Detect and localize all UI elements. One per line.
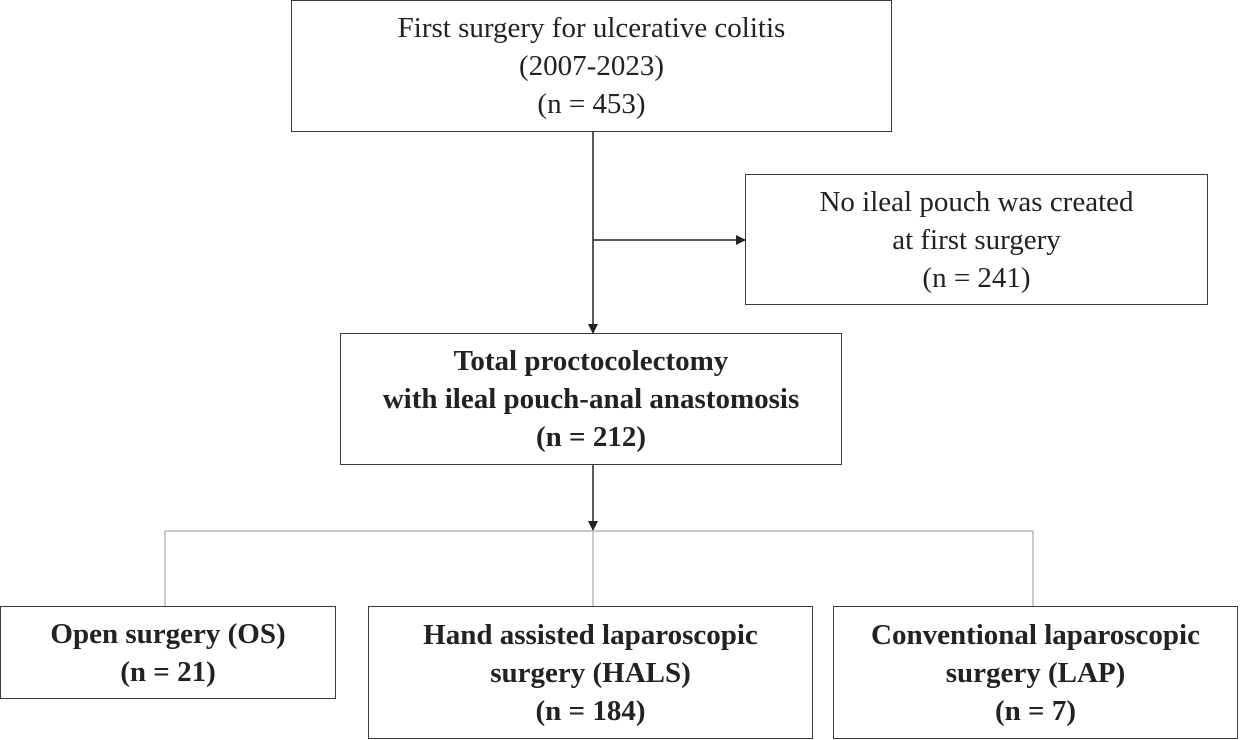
hals-title: Hand assisted laparoscopic: [423, 618, 758, 651]
open-surgery-count: (n = 21): [120, 655, 216, 688]
no-pouch-box: [745, 174, 1208, 305]
no-pouch-title: No ileal pouch was created: [819, 185, 1134, 218]
tpc-ipaa-title: Total proctocolectomy: [453, 345, 729, 377]
hals-subtitle: surgery (HALS): [490, 656, 691, 689]
open-surgery-box: [0, 606, 336, 699]
hals-box: [368, 606, 813, 739]
lap-title: Conventional laparoscopic: [871, 618, 1200, 651]
open-surgery-title: Open surgery (OS): [50, 617, 286, 650]
lap-count: (n = 7): [995, 694, 1076, 727]
lap-subtitle: surgery (LAP): [945, 656, 1126, 689]
first-surgery-title: First surgery for ulcerative colitis: [397, 12, 786, 44]
no-pouch-subtitle: at first surgery: [892, 223, 1061, 256]
first-surgery-box: [291, 0, 892, 132]
first-surgery-period: (2007-2023): [519, 50, 664, 82]
hals-count: (n = 184): [535, 694, 646, 727]
first-surgery-count: (n = 453): [537, 88, 646, 120]
tpc-ipaa-count: (n = 212): [536, 421, 646, 453]
tpc-ipaa-box: [340, 333, 842, 465]
tpc-ipaa-subtitle: with ileal pouch-anal anastomosis: [382, 383, 800, 415]
no-pouch-count: (n = 241): [922, 261, 1031, 294]
lap-box: [833, 606, 1238, 739]
